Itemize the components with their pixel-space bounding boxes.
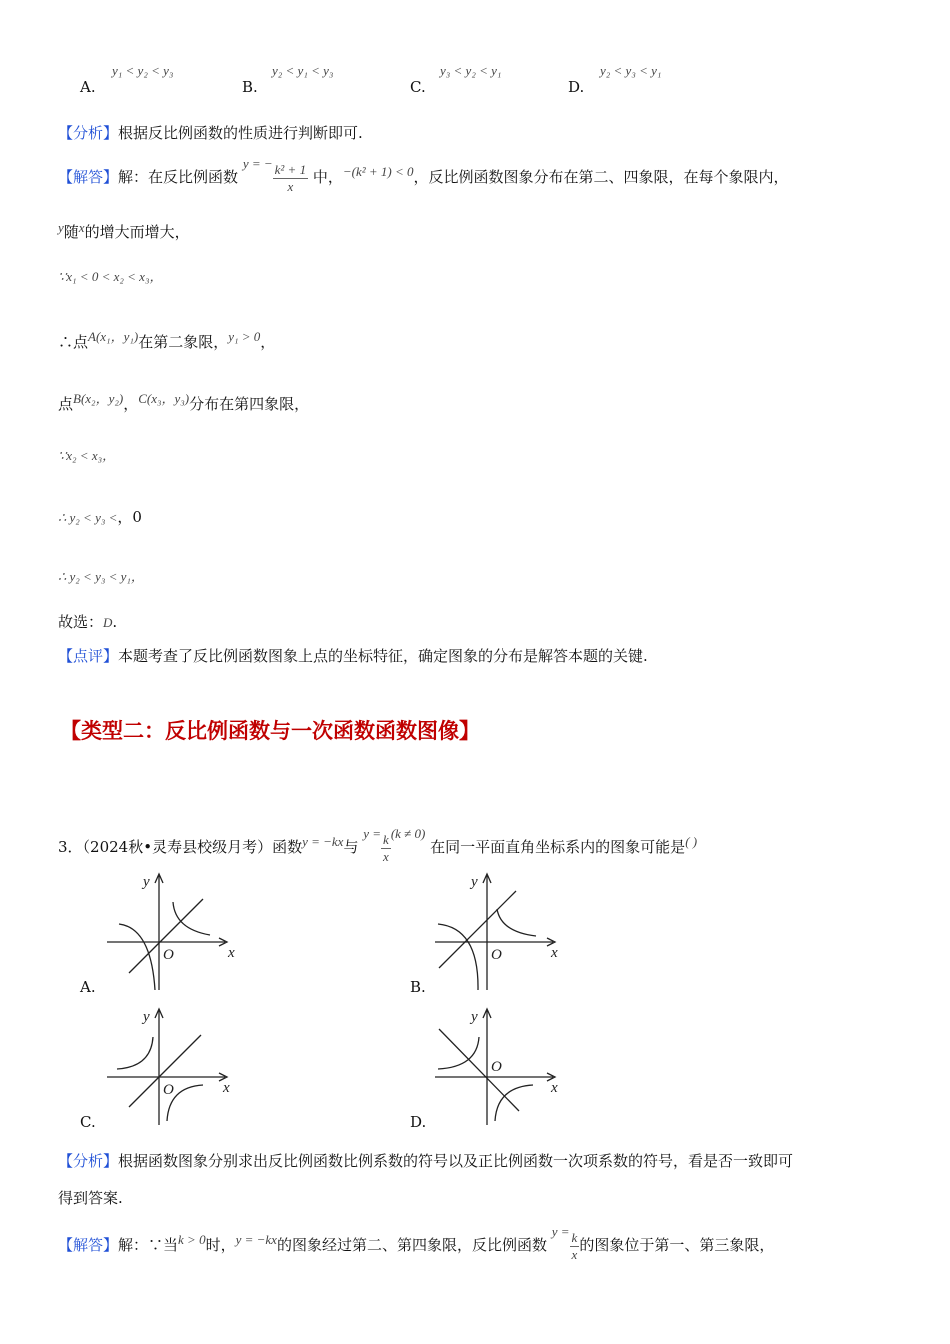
text: 的图象位于第一、第三象限， bbox=[579, 1236, 775, 1254]
analysis-text: 根据函数图象分别求出反比例函数比例系数的符号以及正比例函数一次项系数的符号，看是否一致即可 bbox=[118, 1152, 794, 1170]
origin-label: O bbox=[163, 1082, 174, 1098]
section-title: 【类型二：反比例函数与一次函数函数图像】 bbox=[60, 718, 480, 743]
expr: y₁ > 0 bbox=[228, 329, 261, 344]
option-c-expr: y₃ < y₂ < y₁ bbox=[440, 63, 502, 78]
y-label: y bbox=[143, 1009, 150, 1025]
option-d-expr: y₂ < y₃ < y₁ bbox=[600, 63, 662, 78]
answer: D bbox=[103, 615, 113, 630]
option-a-expr: y₁ < y₂ < y₃ bbox=[112, 63, 174, 78]
numerator: k bbox=[383, 831, 389, 847]
x-label: x bbox=[223, 1080, 230, 1096]
x-label: x bbox=[551, 1080, 558, 1096]
fraction bbox=[273, 162, 308, 195]
point-a: A(x₁，y₁) bbox=[88, 329, 139, 344]
denominator: x bbox=[383, 848, 389, 864]
frac-lhs: y = bbox=[363, 826, 382, 841]
y-label: y bbox=[471, 874, 478, 890]
answer-blank: ( ) bbox=[685, 834, 698, 849]
analysis-tag: 【分析】 bbox=[58, 124, 119, 142]
line9 bbox=[58, 611, 117, 632]
option-d-label: D. bbox=[568, 78, 585, 96]
y-label: y bbox=[471, 1009, 478, 1025]
expr: y = −kx bbox=[302, 834, 344, 849]
condition: (k ≠ 0) bbox=[390, 826, 426, 841]
text: 解：∵当 bbox=[118, 1236, 179, 1254]
denominator: x bbox=[571, 1246, 578, 1262]
comment-text: 本题考查了反比例函数图象上点的坐标特征，确定图象的分布是解答本题的关键. bbox=[118, 647, 648, 665]
option-b-label: B. bbox=[242, 78, 258, 96]
text: 点 bbox=[58, 395, 74, 413]
line6: ∵x₂ < x₃， bbox=[58, 448, 116, 463]
expr: k > 0 bbox=[178, 1232, 206, 1247]
text: 解：在反比例函数 bbox=[118, 168, 239, 186]
text: ∴点 bbox=[58, 333, 89, 351]
line7 bbox=[58, 506, 142, 527]
graph-a-label[interactable]: A. bbox=[80, 978, 96, 996]
text: 的增大而增大， bbox=[84, 223, 190, 241]
analysis-text-2: 得到答案. bbox=[58, 1189, 123, 1207]
option-b-expr: y₂ < y₁ < y₃ bbox=[272, 63, 334, 78]
expr: −(k² + 1) < 0 bbox=[342, 164, 414, 179]
option-c-label: C. bbox=[410, 78, 426, 96]
text: 随 bbox=[63, 223, 79, 241]
q3-stem bbox=[58, 826, 697, 865]
q2-solution-line1 bbox=[58, 156, 789, 195]
origin-label: O bbox=[491, 1059, 502, 1075]
q2-analysis bbox=[58, 122, 363, 143]
frac-lhs: y = bbox=[551, 1224, 570, 1239]
text: 与 bbox=[343, 838, 359, 856]
fraction bbox=[381, 832, 391, 865]
text: 中， bbox=[312, 168, 343, 186]
text: 的图象经过第二、第四象限，反比例函数 bbox=[276, 1236, 547, 1254]
analysis-text: 根据反比例函数的性质进行判断即可. bbox=[118, 124, 363, 142]
expr: y = −kx bbox=[235, 1232, 277, 1247]
text: ， bbox=[260, 333, 276, 351]
graph-b bbox=[433, 872, 563, 990]
q2-solution-line2 bbox=[58, 220, 190, 242]
point-b: B(x₂，y₂) bbox=[73, 391, 124, 406]
denominator: x bbox=[287, 178, 294, 194]
numerator: k² + 1 bbox=[274, 161, 307, 177]
frac-lhs: y = − bbox=[242, 156, 273, 171]
question-number: 3．（2024秋•灵寿县校级月考）函数 bbox=[58, 838, 303, 856]
line4 bbox=[58, 326, 275, 352]
text: ， bbox=[123, 395, 139, 413]
text: 时， bbox=[205, 1236, 236, 1254]
line8: ∴ y₂ < y₃ < y₁， bbox=[58, 569, 144, 584]
graph-d-label[interactable]: D. bbox=[410, 1113, 427, 1131]
text: 在同一平面直角坐标系内的图象可能是 bbox=[430, 838, 686, 856]
x-label: x bbox=[228, 945, 235, 961]
text: ，0 bbox=[117, 508, 142, 526]
expr: ∴ y₂ < y₃ < bbox=[58, 510, 118, 525]
q3-solution bbox=[58, 1224, 774, 1263]
analysis-tag: 【分析】 bbox=[58, 1152, 119, 1170]
graph-c bbox=[105, 1007, 235, 1125]
line3: ∵x₁ < 0 < x₂ < x₃， bbox=[58, 269, 163, 284]
q3-analysis bbox=[58, 1150, 793, 1171]
q2-comment bbox=[58, 645, 648, 666]
point-c: C(x₃，y₃) bbox=[138, 391, 190, 406]
text: ，反比例函数图象分布在第二、四象限，在每个象限内， bbox=[413, 168, 789, 186]
var-y: y bbox=[58, 220, 64, 235]
solution-tag: 【解答】 bbox=[58, 168, 119, 186]
fraction bbox=[570, 1230, 580, 1263]
line5 bbox=[58, 388, 309, 414]
graph-a bbox=[105, 872, 235, 990]
y-label: y bbox=[143, 874, 150, 890]
var-x: x bbox=[78, 220, 85, 235]
graph-c-label[interactable]: C. bbox=[80, 1113, 96, 1131]
solution-tag: 【解答】 bbox=[58, 1236, 119, 1254]
x-label: x bbox=[551, 945, 558, 961]
comment-tag: 【点评】 bbox=[58, 647, 119, 665]
graph-d bbox=[433, 1007, 563, 1125]
origin-label: O bbox=[491, 947, 502, 963]
text: 在第二象限， bbox=[138, 333, 229, 351]
origin-label: O bbox=[163, 947, 174, 963]
text: 分布在第四象限， bbox=[189, 395, 310, 413]
text: . bbox=[112, 613, 118, 631]
graph-b-label[interactable]: B. bbox=[410, 978, 426, 996]
numerator: k bbox=[571, 1229, 578, 1245]
option-a-label: A. bbox=[80, 78, 96, 96]
text: 故选： bbox=[58, 613, 104, 631]
